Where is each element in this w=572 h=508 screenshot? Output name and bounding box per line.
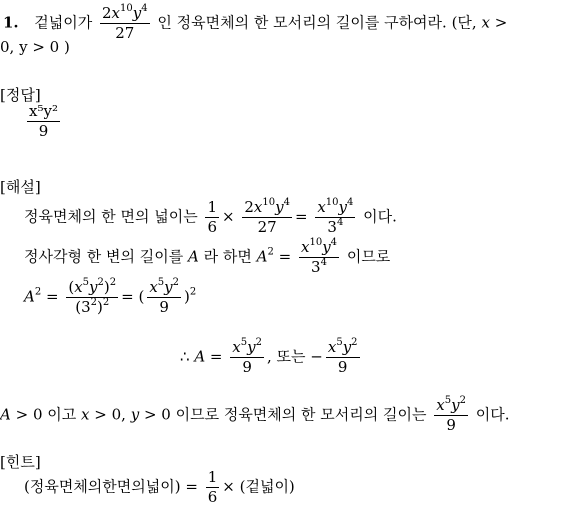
solution-line-1: 정육면체의 한 면의 넓이는 $\frac{1}{6}$ × $\frac{2x^{10}y^4}{27}$ = $\frac{x^{10}y^4}{3^4}$ 이다. (24, 197, 397, 236)
problem-text-1: 겉넓이가 (34, 13, 93, 32)
answer-fraction: $\frac{\text{x⁵y²}}{9}$ (29, 102, 58, 140)
problem-number: 1. (3, 13, 19, 32)
solution-line-3: $A^2$ = $\frac{(x^5y^2)^2}{(3^2)^2}$ = ( $\frac{x^5y^2}{9}$ )$^2$ (24, 277, 197, 316)
solution-label: [해설] (0, 178, 41, 196)
solution-line-2: 정사각형 한 변의 길이를 A 라 하면 $A^2$ = $\frac{x^{10}y^4}{3^4}$ 이므로 (24, 237, 391, 276)
answer-label: [정답] (0, 86, 41, 104)
solution-therefore: ∴ A = $\frac{x^5y^2}{9}$ , 또는 − $\frac{x^5y^2}{9}$ (180, 337, 358, 376)
problem-fraction: $\frac{2x^{10}y^4}{27}$ (101, 3, 148, 42)
problem-text-2: 인 정육면체의 한 모서리의 길이를 구하여라. (단, (157, 13, 477, 32)
problem-line-1: 1. 겉넓이가 $\frac{2x^{10}y^4}{27}$ 인 정육면체의 한 모서리의 길이를 구하여라. (단, x > (3, 3, 508, 42)
problem-condition-end: 0, y > 0 ) (0, 38, 70, 56)
hint-formula: (정육면체의한면의넓이) = $\frac{1}{6}$ × (겉넓이) (24, 468, 295, 506)
solution-conclusion: A > 0 이고 x > 0, y > 0 이므로 정육면체의 한 모서리의 길이는 $\frac{x^5y^2}{9}$ 이다. (0, 395, 510, 434)
hint-label: [힌트] (0, 453, 41, 471)
